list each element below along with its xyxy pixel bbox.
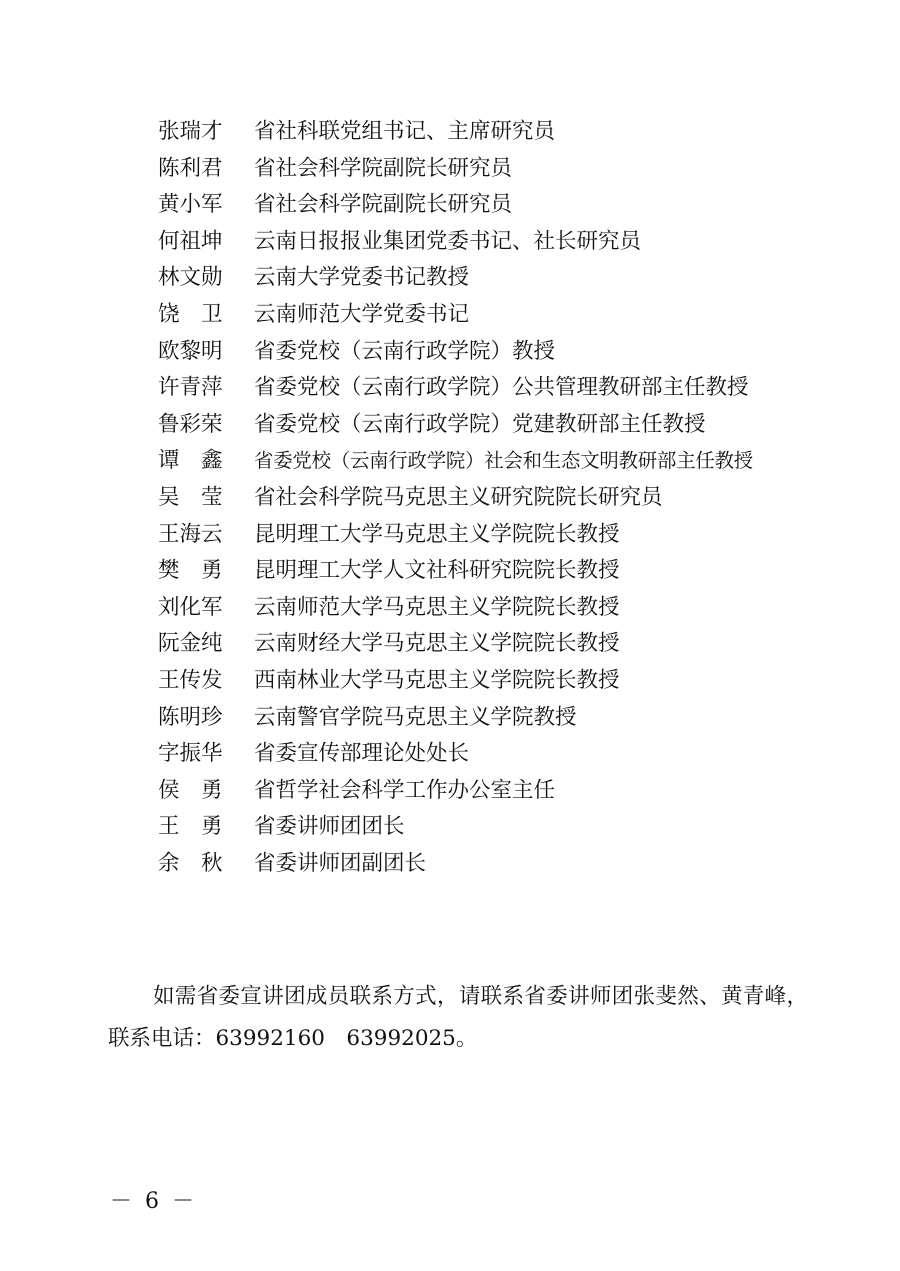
member-title: 西南林业大学马克思主义学院院长教授 xyxy=(254,667,620,693)
page-number: － 6 － xyxy=(110,1189,197,1214)
member-name: 陈利君 xyxy=(158,155,223,181)
member-title: 省社会科学院副院长研究员 xyxy=(254,155,513,181)
member-name: 林文勋 xyxy=(158,265,223,291)
member-list xyxy=(158,114,838,882)
member-name: 鲁彩荣 xyxy=(158,411,223,437)
member-title: 云南大学党委书记教授 xyxy=(254,265,470,291)
member-name: 字振华 xyxy=(158,741,223,767)
member-title: 省社科联党组书记、主席研究员 xyxy=(254,119,556,144)
list-item xyxy=(158,407,838,444)
member-title: 云南师范大学马克思主义学院院长教授 xyxy=(254,594,620,620)
list-item xyxy=(158,297,838,334)
member-title: 省委党校（云南行政学院）党建教研部主任教授 xyxy=(254,411,706,437)
list-item xyxy=(158,700,838,737)
member-name: 王 勇 xyxy=(158,814,223,840)
member-name: 陈明珍 xyxy=(158,704,223,730)
list-item xyxy=(158,809,838,846)
member-title: 省社会科学院马克思主义研究院院长研究员 xyxy=(254,484,663,510)
list-item xyxy=(158,517,838,554)
member-title: 云南日报报业集团党委书记、社长研究员 xyxy=(254,228,642,254)
list-item xyxy=(158,443,838,480)
member-title: 省哲学社会科学工作办公室主任 xyxy=(254,777,556,803)
member-title: 省委党校（云南行政学院）公共管理教研部主任教授 xyxy=(254,375,749,401)
member-name: 刘化军 xyxy=(158,594,223,620)
member-title: 云南财经大学马克思主义学院院长教授 xyxy=(254,631,620,657)
list-item xyxy=(158,224,838,261)
list-item xyxy=(158,334,838,371)
list-item xyxy=(158,114,838,151)
member-name: 阮金纯 xyxy=(158,631,223,657)
list-item xyxy=(158,663,838,700)
member-name: 余 秋 xyxy=(158,850,223,876)
member-title: 省委讲师团副团长 xyxy=(254,850,427,876)
member-name: 何祖坤 xyxy=(158,228,223,254)
member-title: 昆明理工大学人文社科研究院院长教授 xyxy=(254,558,620,584)
list-item xyxy=(158,370,838,407)
member-name: 吴 莹 xyxy=(158,484,223,510)
list-item xyxy=(158,553,838,590)
list-item xyxy=(158,773,838,810)
member-name: 谭 鑫 xyxy=(158,448,223,474)
member-name: 樊 勇 xyxy=(158,558,223,584)
member-title: 云南师范大学党委书记 xyxy=(254,301,470,327)
member-title: 省委宣传部理论处处长 xyxy=(254,741,470,767)
member-title: 省委党校（云南行政学院）教授 xyxy=(254,338,556,364)
list-item xyxy=(158,187,838,224)
list-item xyxy=(158,590,838,627)
list-item xyxy=(158,736,838,773)
member-name: 侯 勇 xyxy=(158,777,223,803)
list-item xyxy=(158,151,838,188)
member-title: 省委讲师团团长 xyxy=(254,814,405,840)
member-name: 王海云 xyxy=(158,521,223,547)
member-name: 王传发 xyxy=(158,667,223,693)
member-name: 许青萍 xyxy=(158,375,223,401)
list-item xyxy=(158,846,838,883)
list-item xyxy=(158,626,838,663)
list-item xyxy=(158,260,838,297)
contact-note: 如需省委宣讲团成员联系方式，请联系省委讲师团张斐然、黄青峰，联系电话：63992160 63992025。 xyxy=(108,984,808,1051)
member-title: 云南警官学院马克思主义学院教授 xyxy=(254,704,577,730)
member-name: 饶 卫 xyxy=(158,301,223,327)
member-name: 张瑞才 xyxy=(158,119,223,144)
list-item xyxy=(158,480,838,517)
member-title: 昆明理工大学马克思主义学院院长教授 xyxy=(254,521,620,547)
member-name: 黄小军 xyxy=(158,192,223,218)
member-title: 省社会科学院副院长研究员 xyxy=(254,192,513,218)
member-name: 欧黎明 xyxy=(158,338,223,364)
member-title: 省委党校（云南行政学院）社会和生态文明教研部主任教授 xyxy=(254,449,753,473)
